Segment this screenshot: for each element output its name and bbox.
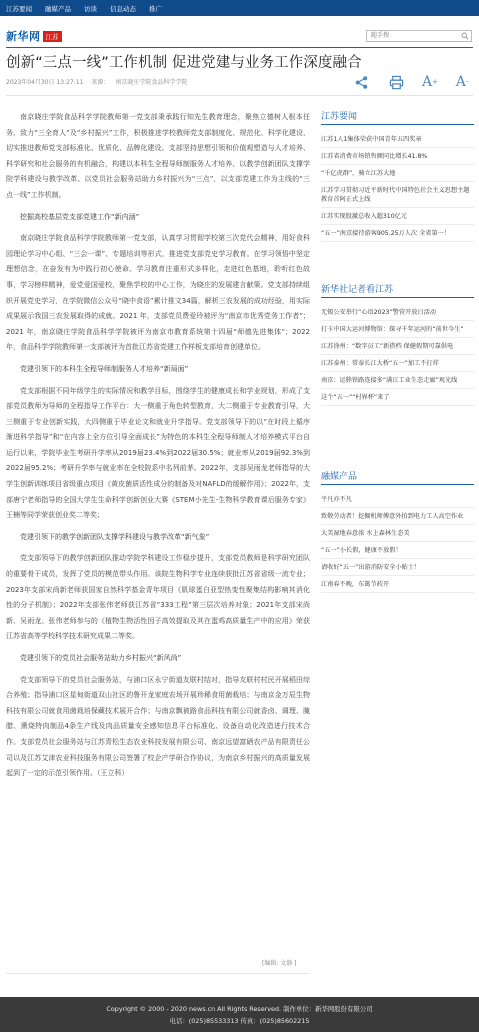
sidebar-news-link[interactable] <box>321 559 474 576</box>
sidebar-news-link[interactable] <box>321 225 474 242</box>
nav-item-info[interactable]: 信息动态 <box>110 4 136 13</box>
sidebar-news-link[interactable] <box>321 321 474 338</box>
sidebar-news-link[interactable] <box>321 208 474 225</box>
sidebar-news-text: 致敬劳动者！挖掘机师傅意外拍到电力工人高空作业 <box>321 512 464 520</box>
sidebar-news-text: 江苏学习贯彻习近平新时代中国特色社会主义思想主题教育首阿正式上线 <box>321 186 470 203</box>
sidebar-section-jiangsu-news <box>321 110 474 242</box>
sidebar-news-text: 江苏省消费市场销售额同比增长41.8% <box>321 152 428 160</box>
sidebar-news-link[interactable] <box>321 355 474 372</box>
article-source: 南京晓庄学院食品科学学院 <box>115 79 188 86</box>
sidebar-news-link[interactable] <box>321 491 474 508</box>
sidebar-news-link[interactable] <box>321 508 474 525</box>
sidebar-section-media <box>321 470 474 593</box>
article-end-divider <box>6 973 310 974</box>
logo-brand: 新华网 <box>6 30 41 43</box>
nav-item-interview[interactable]: 访谈 <box>84 4 97 13</box>
nav-item-jiangsu-news[interactable]: 江苏要闻 <box>6 4 32 13</box>
site-logo[interactable] <box>6 29 62 43</box>
sidebar-news-text: “五一”南京接待游客905.25万人次 全省第一！ <box>321 229 451 237</box>
font-increase-icon[interactable]: A + <box>422 74 438 90</box>
sidebar-news-link[interactable] <box>321 182 474 208</box>
footer-contact: 电话：(025)85533313 传真：(025)85602215 <box>169 1017 310 1025</box>
search-input[interactable] <box>366 30 472 42</box>
sidebar-section-title[interactable]: 融媒产品 <box>321 472 358 482</box>
sidebar-news-link[interactable] <box>321 131 474 148</box>
page-footer <box>0 997 479 1032</box>
article-paragraph: 党支部根据不同年级学生的实际情况和教学目标，围绕学生的健康成长和学业规划，形成了支部党员教师为导师的全程指导工作平台：大一侧重于角色转型教育，大二侧重于专业教育引导，大三侧重于专业创新实践，大四侧重于毕业论文和就业升学指导。党支部领导下的以“在时段上循序渐进科学指导”和“在内容上全方位引导全面成长”为特色的本科生全程导师制人才培养模式平台自运行以来，学院毕业生考研升学率从2019届23.4%到2022届30.5%；就业率从2019届92.3%到2022届95.2%；考研升学率与就业率在全校院系中名列前茅。2022年，支部吴雨龙老师指导的大学生创新训练项目省级重点项目《黄皮菌质活性成分的制备及对NAFLD的缓解作用》；2022年，支部唐宁老师指导的全国大学生生命科学创新创业大赛《STEM小先生-生物科学教育课后服务专家》王楠等同学荣获创业奖二等奖； <box>6 386 310 520</box>
sidebar-section-title[interactable]: 新华社记者看江苏 <box>321 285 394 295</box>
sidebar-title-divider <box>321 484 474 485</box>
sidebar-news-text: “千亿虎群”，骑立江苏大地 <box>321 169 396 177</box>
sidebar-news-link[interactable] <box>321 165 474 182</box>
sidebar-news-text: 打卡中国大运河博物馆：探寻千年运河的“前世今生” <box>321 325 464 333</box>
sidebar-news-link[interactable] <box>321 576 474 593</box>
sidebar-title-divider <box>321 124 474 125</box>
sidebar-news-link[interactable] <box>321 338 474 355</box>
sidebar-news-text: 大美湿地春意浓 水上森林生态美 <box>321 529 410 537</box>
sidebar-news-link[interactable] <box>321 389 474 406</box>
sidebar-news-text: 平凡亦不凡 <box>321 495 352 503</box>
article-body <box>6 110 310 788</box>
font-decrease-icon[interactable]: A - <box>455 74 469 90</box>
article-paragraph: 南京晓庄学院食品科学学院教师第一党支部，认真学习贯彻学校第三次党代会精神，用好食科园理论学习中心组、“三会一课”、专题培训等形式，推进党支部党史学习教育。在学习领悟中坚定理想信念，在奋发有为中践行初心使命。学习教育注重形式多样化，走进红色基地，聆听红色故事，学习榜样精神，爱党爱国爱校，聚焦学校的中心工作，为晓庄的发展建言献策。党支部持续组织开展党史学习，在学院微信公众号“晓中食语”累计推文34篇，解析三农发展的成功经验，用实际成果展示我国三农发展取得的成就。2021 年，支部党员费爱玲被评为“南京市优秀党务工作者”；2021 年，南京晓庄学院食品科学学院被评为南京市教育系统第十四届“师德先进集体”；2022年，食品科学学院教师第一支部被评为首批江苏省党建工作样板支部培育创建单位。 <box>6 234 310 352</box>
sidebar-news-text: 江苏1人1集体荣获中国青年五四奖章 <box>321 135 422 143</box>
sidebar-section-reporters <box>321 283 474 406</box>
article-paragraph: 党支部领导下的教学创新团队推动学院学科建设工作稳步提升，支部党员教师是科学研究团队的重要骨干成员，发挥了党员的模范带头作用。该院生物科学专业连续获批江苏省省级一流专业；2023年支部宋尚新老师获国家自然科学基金青年项目《肌球蛋白亚型热变性聚集结构影响其消化性的分子机制》；2022年支部张伟老师获江苏省“333工程”第三层次培养对象；2021年支部宋尚新、吴雨龙、张伟老师参与的《植物生物活性因子高效提取及其在蛋鸡高质量生产中的应用》荣获江苏省高等学校科学技术研究成果二等奖。 <box>6 554 310 641</box>
share-icon[interactable] <box>352 72 370 92</box>
sidebar-news-text: 这个“五一”“村界杯”来了 <box>321 393 390 401</box>
sidebar-news-text: “五一”小长假，健康不放假！ <box>321 546 402 554</box>
article-paragraph: 南京晓庄学院食品科学学院教师第一党支部秉承践行知先生教育理念，聚焦立德树人根本任务，致力“三全育人”及“乡村振兴”工作，积极推进学校教师党支部制度化、规范化、科学化建设，切实推进教师党支部标准化、优质化、品牌化建设。支部坚持思想引领和价值观塑造与人才培养、科学研究和社会服务的有机融合，构建以本科生全程导师制服务人才培养、以教学创新团队支撑学院学科建设与教学改革、以党员社会服务站助力乡村振兴为“三点”，以支部党建工作为主线的“三点一线”工作机制。 <box>6 113 310 199</box>
article-source-label: 来源： <box>91 79 110 86</box>
sidebar-news-text: 江苏徐州：“数字员工”新搭档 保健假期可靠供电 <box>321 342 454 350</box>
sidebar-news-text: 无锡公安举行“心语2023”警营开放日活动 <box>321 308 436 316</box>
header-divider <box>6 47 473 48</box>
sidebar-news-text: 请收好“五一”出游消防安全小贴士！ <box>321 563 421 571</box>
article-subheading: 挖掘高校基层党支部党建工作“新内涵” <box>20 212 140 221</box>
article-date: 2023年04月30日 13:27:11 <box>6 79 84 86</box>
article-subheading: 党建引领下的教学创新团队支撑学科建设与教学改革“新气象” <box>20 532 210 541</box>
article-meta <box>6 77 193 86</box>
article-subheading: 党建引领下的党员社会服务站助力乡村振兴“新风尚” <box>20 654 182 662</box>
search-icon[interactable] <box>461 32 469 40</box>
sidebar-news-link[interactable] <box>321 304 474 321</box>
logo-region-tag: 江苏 <box>43 31 62 42</box>
article-subheading: 党建引领下的本科生全程导师制服务人才培养“新局面” <box>20 364 189 373</box>
article-paragraph: 党支部领导下的党员社会服务站，与浦口区永宁街道友联村结对，指导友联村村民开展稻田综合养殖；指导浦口区星甸街道双山社区的鲁开龙家庭农场开展珍稀食用菌栽培；与南京金万辰生物科技有限公司就食用菌栽培保藏技术展开合作；与南京飘被路食品科技有限公司就香卤、调理、腌腊、熏烧特肉制品4条生产线及肉品质量安全感知信息平台标准化、设备自动化改造进行技术合作。支部党员社会服务站与江苏青松生态农业科技发展有限公司、南京远望富硒农产品有限责任公司以及江苏艾津农业科技服务有限公司签署了校企产学研合作协议，为南京乡村振兴的高质量发展起到了一定的示范引领作用。（王立科） <box>6 675 310 778</box>
sidebar-news-link[interactable] <box>321 372 474 389</box>
sidebar-news-text: 江苏泰州：常泰长江大桥“五一”加工不打烊 <box>321 359 439 367</box>
sidebar-news-link[interactable] <box>321 148 474 165</box>
footer-copyright: Copyright © 2000 - 2020 news.cn All Rights Reserved. 制作单位：新华网股份有限公司 <box>106 1005 373 1013</box>
article-title: 创新“三点一线”工作机制 促进党建与业务工作深度融合 <box>6 55 362 71</box>
sidebar-news-link[interactable] <box>321 525 474 542</box>
sidebar-news-link[interactable] <box>321 542 474 559</box>
sidebar-title-divider <box>321 297 474 298</box>
search-placeholder: 随手搜 <box>371 32 390 39</box>
print-icon[interactable] <box>387 72 405 92</box>
sidebar-news-text: 南京：运塍铁路连接多“满江工业生态走廊”观光线 <box>321 376 458 384</box>
sidebar-section-title[interactable]: 江苏要闻 <box>321 112 358 122</box>
top-nav <box>0 0 479 16</box>
nav-item-promo[interactable]: 推广 <box>149 4 162 13</box>
nav-item-media[interactable]: 融媒产品 <box>45 4 71 13</box>
meta-divider <box>6 95 473 96</box>
sidebar-news-text: 江苏实现股激总收入超310亿元 <box>321 212 408 220</box>
article-editor: [编辑: 文静 ] <box>262 960 297 967</box>
sidebar-news-text: 江南春不晚，东篱节药开 <box>321 580 390 588</box>
